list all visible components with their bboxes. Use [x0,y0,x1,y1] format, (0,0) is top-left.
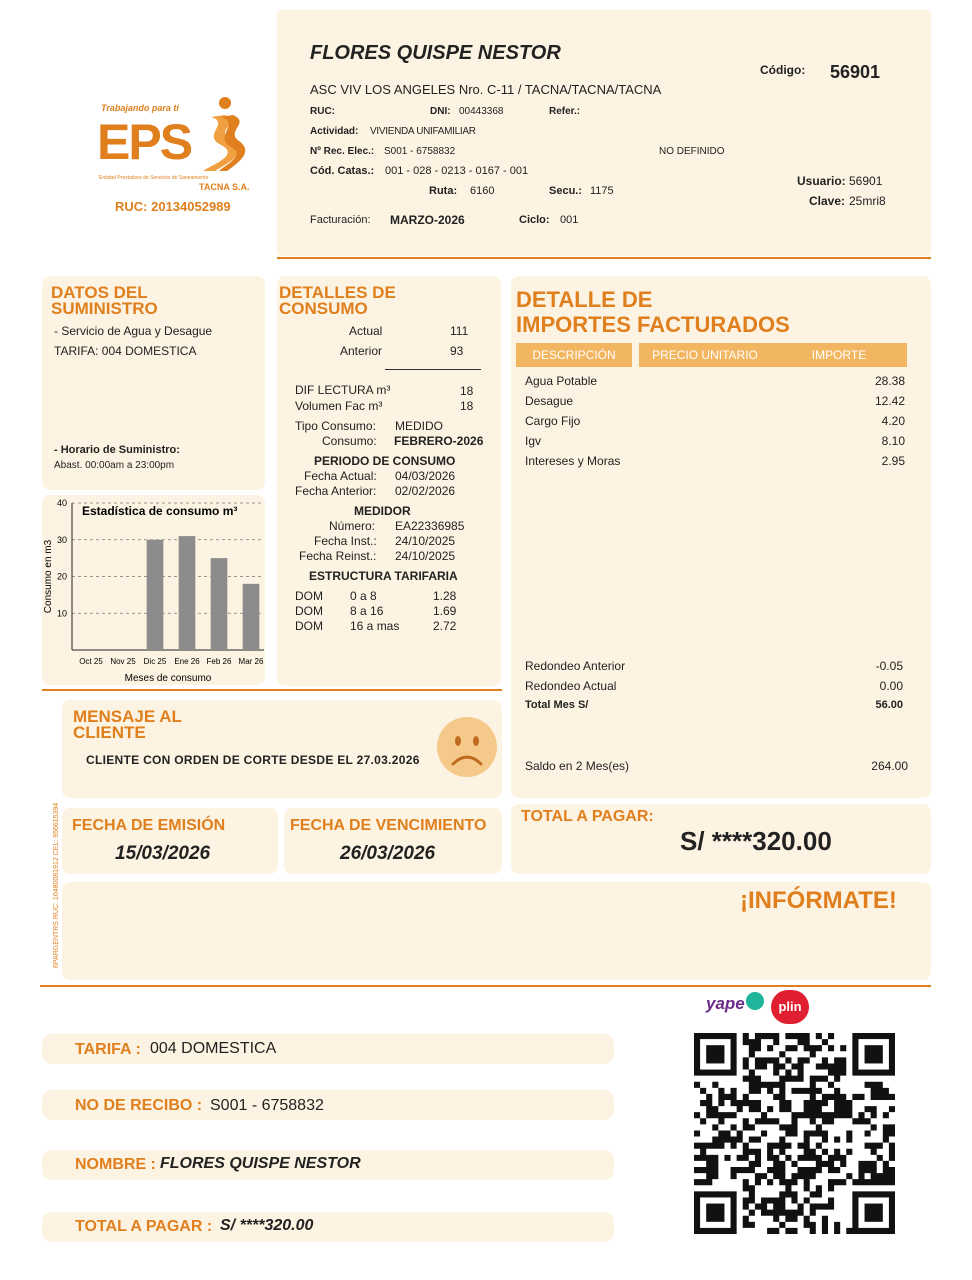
dif-value: 18 [460,384,474,398]
saldo-value: 264.00 [871,759,908,773]
clave-value: 25mri8 [849,194,886,208]
mensaje-divider [42,689,502,691]
actual-label: Actual [349,324,383,338]
facturacion-label: Facturación: [310,214,371,226]
periodo-title: PERIODO DE CONSUMO [314,454,456,468]
usuario-value: 56901 [849,174,883,188]
logo-mark: EPS [97,114,192,170]
estructura-title: ESTRUCTURA TARIFARIA [309,569,458,583]
secu-value: 1175 [590,185,614,197]
vencimiento-label: FECHA DE VENCIMIENTO [290,817,487,834]
estructura-tipo: DOM [295,589,323,603]
importe-value: 12.42 [874,394,905,408]
redondeo-ant-value: -0.05 [875,659,903,673]
estructura-tipo: DOM [295,604,323,618]
emision-value: 15/03/2026 [115,843,211,864]
estructura-precio: 1.69 [433,604,457,618]
strip-recibo-label: NO DE RECIBO : [75,1097,203,1114]
consumo-chart [38,495,268,687]
catas-label: Cód. Catas.: [310,165,375,177]
importe-desc: Cargo Fijo [525,414,581,428]
consumo-title-1: DETALLES DE [279,283,396,302]
tipo-label: Tipo Consumo: [295,419,376,433]
qr-finder [706,1045,724,1063]
importe-value: 4.20 [881,414,905,428]
usuario-label: Usuario: [797,174,846,188]
reinst-label: Fecha Reinst.: [299,549,377,563]
strip-tarifa-value: 004 DOMESTICA [150,1040,277,1057]
consumo-label: Consumo: [322,434,377,448]
suministro-title-2: SUMINISTRO [51,299,158,318]
secu-label: Secu.: [549,185,583,197]
chart-y-label: Consumo en m3 [43,539,54,614]
chart-x-tick: Nov 25 [110,657,136,666]
horario-value: Abast. 00:00am a 23:00pm [54,460,175,471]
qr-finder [865,1204,883,1222]
horario-label: - Horario de Suministro: [54,444,180,456]
vencimiento-value: 26/03/2026 [340,843,436,864]
total-mes-value: 56.00 [875,699,903,711]
chart-bar [211,558,228,650]
mensaje-title-1: MENSAJE AL [73,707,182,726]
customer-name: FLORES QUISPE NESTOR [310,42,561,64]
catas-value: 001 - 028 - 0213 - 0167 - 001 [385,165,529,177]
refer-label: Refer.: [549,106,581,117]
chart-title: Estadística de consumo m³ [82,504,238,518]
total-mes-label: Total Mes S/ [525,699,589,711]
consumo-title-2: CONSUMO [279,299,368,318]
estructura-precio: 2.72 [433,619,457,633]
importe-value: 2.95 [881,454,905,468]
chart-x-label: Meses de consumo [124,673,212,684]
servicio-text: - Servicio de Agua y Desague [54,324,213,338]
chart-bar [243,584,260,650]
redondeo-act-value: 0.00 [879,679,903,693]
redondeo-ant-label: Redondeo Anterior [525,659,626,673]
estructura-rango: 0 a 8 [350,589,377,603]
qr-code [694,1033,895,1234]
mensaje-title-2: CLIENTE [73,723,146,742]
water-drop-icon [191,95,253,173]
ruc-label: RUC: [310,106,335,117]
plin-logo: plin [771,990,809,1024]
company-logo [95,95,255,214]
strip-total-value: S/ ****320.00 [220,1217,314,1234]
importe-value: 8.10 [881,434,905,448]
col-descripcion: DESCRIPCIÓN [516,343,632,367]
actual-value: 111 [450,324,469,338]
qr-finder [865,1045,883,1063]
informate-title: ¡INFÓRMATE! [740,887,897,914]
vol-label: Volumen Fac m³ [295,399,383,413]
rec-value: S001 - 6758832 [384,146,456,157]
sad-face-icon [436,716,498,778]
strip-nombre-value: FLORES QUISPE NESTOR [160,1155,361,1172]
saldo-label: Saldo en 2 Mes(es) [525,759,630,773]
strip-recibo-value: S001 - 6758832 [210,1097,324,1114]
yape-logo: yape [706,994,745,1013]
ruta-label: Ruta: [429,185,458,197]
importes-title-2: IMPORTES FACTURADOS [516,312,790,337]
header-divider [277,257,931,259]
yape-badge [746,992,764,1010]
importe-desc: Intereses y Moras [525,454,621,468]
chart-y-tick: 10 [56,608,67,619]
customer-address: ASC VIV LOS ANGELES Nro. C-11 / TACNA/TACNA/TACNA [310,82,662,97]
estructura-tipo: DOM [295,619,323,633]
estructura-precio: 1.28 [433,589,457,603]
estructura-rango: 16 a mas [350,619,400,633]
no-definido: NO DEFINIDO [659,146,725,157]
fecha-actual-label: Fecha Actual: [304,469,377,483]
chart-bar [179,536,196,650]
ruta-value: 6160 [470,185,495,197]
reinst-value: 24/10/2025 [395,549,456,563]
importe-value: 28.38 [874,374,905,388]
mensaje-text: CLIENTE CON ORDEN DE CORTE DESDE EL 27.03.2026 [86,753,420,767]
medidor-title: MEDIDOR [354,504,411,518]
inst-value: 24/10/2025 [395,534,456,548]
inst-label: Fecha Inst.: [314,534,377,548]
fecha-anterior-value: 02/02/2026 [395,484,456,498]
numero-label: Número: [329,519,376,533]
importe-desc: Igv [525,434,542,448]
chart-x-tick: Ene 26 [174,657,200,666]
rec-label: Nº Rec. Elec.: [310,146,375,157]
tarifa-text: TARIFA: 004 DOMESTICA [54,344,197,358]
chart-x-tick: Oct 25 [79,657,103,666]
suministro-title-1: DATOS DEL [51,283,148,302]
chart-x-tick: Mar 26 [238,657,264,666]
col-precio: PRECIO UNITARIO [639,343,771,367]
col-importe: IMPORTE [771,343,907,367]
total-value: S/ ****320.00 [680,826,832,856]
dni-label: DNI: [430,106,451,117]
strip-total-label: TOTAL A PAGAR : [75,1218,213,1235]
bottom-divider [40,985,931,987]
company-ruc: RUC: 20134052989 [115,199,231,214]
ciclo-label: Ciclo: [519,214,550,226]
ciclo-value: 001 [560,214,579,226]
codigo-value: 56901 [830,62,881,82]
estructura-rango: 8 a 16 [350,604,384,618]
lectura-divider [385,369,481,370]
chart-x-tick: Feb 26 [206,657,232,666]
fecha-anterior-label: Fecha Anterior: [295,484,377,498]
strip-nombre-label: NOMBRE : [75,1156,156,1173]
chart-bar [147,540,164,650]
chart-y-tick: 40 [56,498,67,508]
company-slogan: Trabajando para ti [101,103,179,113]
importes-title-1: DETALLE DE [516,287,653,312]
actividad-value: VIVIENDA UNIFAMILIAR [370,126,476,137]
anterior-value: 93 [450,344,464,358]
actividad-label: Actividad: [310,126,359,137]
tipo-value: MEDIDO [395,419,443,433]
dif-label: DIF LECTURA m³ [295,383,391,397]
chart-y-tick: 30 [56,534,67,545]
emision-label: FECHA DE EMISIÓN [72,817,226,834]
company-city: TACNA S.A. [199,182,250,192]
company-full-name: Entidad Prestadora de Servicios de Saneamiento [99,175,209,181]
codigo-label: Código: [760,63,806,77]
importe-desc: Agua Potable [525,374,598,388]
strip-tarifa-label: TARIFA : [75,1041,141,1058]
fecha-actual-value: 04/03/2026 [395,469,456,483]
total-label: TOTAL A PAGAR: [521,808,654,825]
vol-value: 18 [460,399,474,413]
consumo-value: FEBRERO-2026 [394,434,484,448]
clave-label: Clave: [809,194,846,208]
facturacion-value: MARZO-2026 [390,213,465,227]
chart-y-tick: 20 [56,571,67,582]
qr-finder [706,1204,724,1222]
dni-value: 00443368 [459,106,504,117]
anterior-label: Anterior [340,344,383,358]
numero-value: EA22336985 [395,519,465,533]
side-vertical-text: 6PARGENTRS RUC: 10480081912 CEL: 956615394 [53,802,60,968]
importe-desc: Desague [525,394,574,408]
redondeo-act-label: Redondeo Actual [525,679,617,693]
chart-x-tick: Dic 25 [143,657,167,666]
